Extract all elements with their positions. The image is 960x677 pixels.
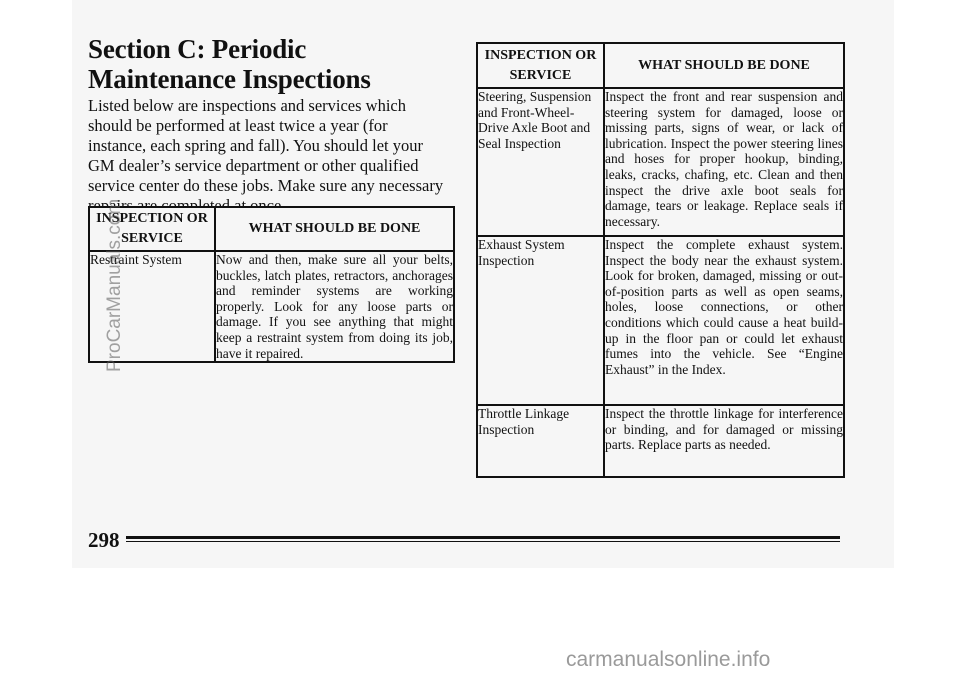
inspection-cell: Steering, Suspension and Front-Wheel-Drive Axle Boot and Seal Inspection bbox=[477, 88, 604, 236]
left-maintenance-table bbox=[88, 206, 455, 363]
table-row bbox=[89, 251, 454, 362]
footer-rule-thin bbox=[126, 541, 840, 542]
right-maintenance-table bbox=[476, 42, 845, 478]
inspection-cell: Restraint System bbox=[89, 251, 215, 362]
action-cell: Inspect the throttle linkage for interference or binding, and for damaged or missing parts. Replace parts as needed. bbox=[604, 405, 844, 477]
inspection-cell: Exhaust System Inspection bbox=[477, 236, 604, 405]
page-number: 298 bbox=[88, 528, 120, 552]
table-row bbox=[477, 88, 844, 236]
header-action: WHAT SHOULD BE DONE bbox=[215, 207, 454, 251]
footer-rule bbox=[126, 536, 840, 539]
section-title: Section C: Periodic Maintenance Inspections bbox=[88, 34, 371, 94]
table-row bbox=[477, 236, 844, 405]
table-header-row bbox=[477, 43, 844, 88]
action-cell: Inspect the complete exhaust system. Inspect the body near the exhaust system. Look for broken, damaged, missing or out-of-position parts as well as open seams, holes, loose connections, or other conditions which could cause a heat build-up in the floor pan or could let exhaust fumes into the vehicle. See “Engine Exhaust” in the Index. bbox=[604, 236, 844, 405]
table-header-row bbox=[89, 207, 454, 251]
side-watermark-text: ProCarManuals.com bbox=[104, 198, 125, 372]
header-inspection: INSPECTION OR SERVICE bbox=[89, 207, 215, 251]
intro-paragraph: Listed below are inspections and services which should be performed at least twice a year (for instance, each spring and fall). You should let your GM dealer’s service department or other qualified service center do these jobs. Make sure any necessary bbox=[88, 96, 444, 195]
header-inspection: INSPECTION OR SERVICE bbox=[477, 43, 604, 88]
action-cell: Inspect the front and rear suspension and steering system for damaged, loose or missing parts, signs of wear, or lack of lubrication. Inspect the power steering lines and hoses for proper hookup, binding, leaks, cracks, chafing, etc. Clean and then inspect the drive axle boot seals for damage, tears or leakage. Replace seals if necessary. bbox=[604, 88, 844, 236]
header-action: WHAT SHOULD BE DONE bbox=[604, 43, 844, 88]
bottom-watermark: carmanualsonline.info bbox=[566, 648, 771, 671]
table-row bbox=[477, 405, 844, 477]
inspection-cell: Throttle Linkage Inspection bbox=[477, 405, 604, 477]
action-cell: Now and then, make sure all your belts, buckles, latch plates, retractors, anchorages and reminder systems are working properly. Look for any loose parts or damage. If you see anything that might keep a restraint system from doing its job, have it repaired. bbox=[216, 252, 453, 361]
